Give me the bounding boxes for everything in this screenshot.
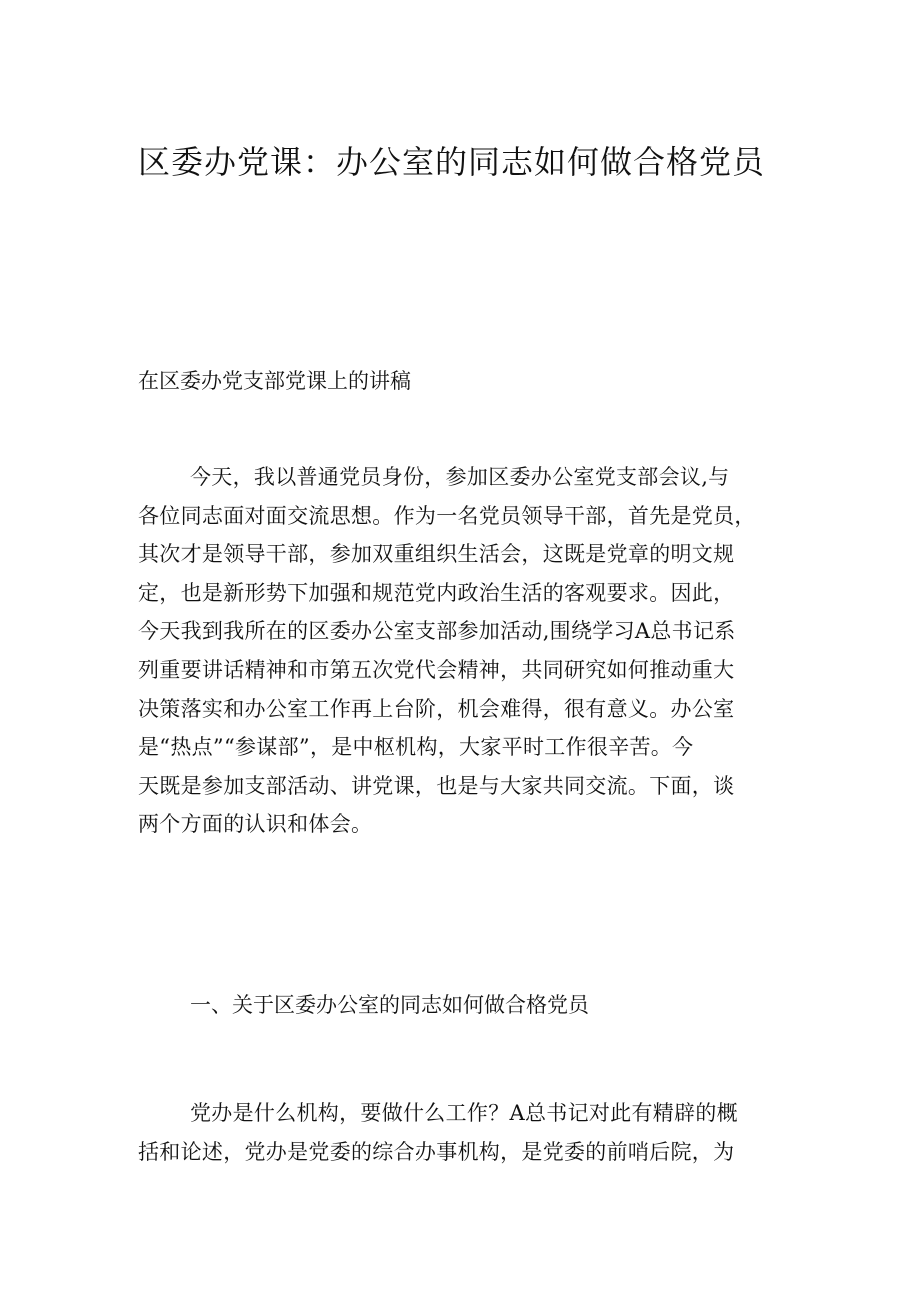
paragraph-line: 决策落实和办公室工作再上台阶，机会难得，很有意义。办公室	[138, 696, 735, 721]
paragraph-line: 两个方面的认识和体会。	[138, 812, 373, 837]
paragraph-section1	[138, 1094, 798, 1171]
document-subtitle: 在区委办党支部党课上的讲稿	[138, 369, 411, 393]
paragraph-line: 是“热点”“参谋部”，是中枢机构，大家平时工作很辛苦。今	[138, 735, 694, 760]
section-heading-1: 一、关于区委办公室的同志如何做合格党员	[190, 993, 589, 1017]
paragraph-line: 党办是什么机构，要做什么工作？A总书记对此有精辟的概	[190, 1101, 738, 1125]
paragraph-intro	[138, 458, 798, 844]
paragraph-line: 括和论述，党办是党委的综合办事机构，是党委的前哨后院，为	[138, 1139, 735, 1164]
paragraph-line: 今天，我以普通党员身份，参加区委办公室党支部会议,与	[190, 465, 730, 489]
document-title: 区委办党课：办公室的同志如何做合格党员	[138, 143, 766, 181]
paragraph-line: 各位同志面对面交流思想。作为一名党员领导干部，首先是党员，	[138, 503, 756, 528]
paragraph-line: 今天我到我所在的区委办公室支部参加活动,围绕学习A总书记系	[138, 619, 736, 644]
paragraph-line: 定，也是新形势下加强和规范党内政治生活的客观要求。因此，	[138, 580, 735, 605]
paragraph-line: 其次才是领导干部，参加双重组织生活会，这既是党章的明文规	[138, 542, 735, 567]
paragraph-line: 列重要讲话精神和市第五次党代会精神，共同研究如何推动重大	[138, 657, 735, 682]
paragraph-line: 天既是参加支部活动、讲党课，也是与大家共同交流。下面，谈	[138, 773, 735, 798]
